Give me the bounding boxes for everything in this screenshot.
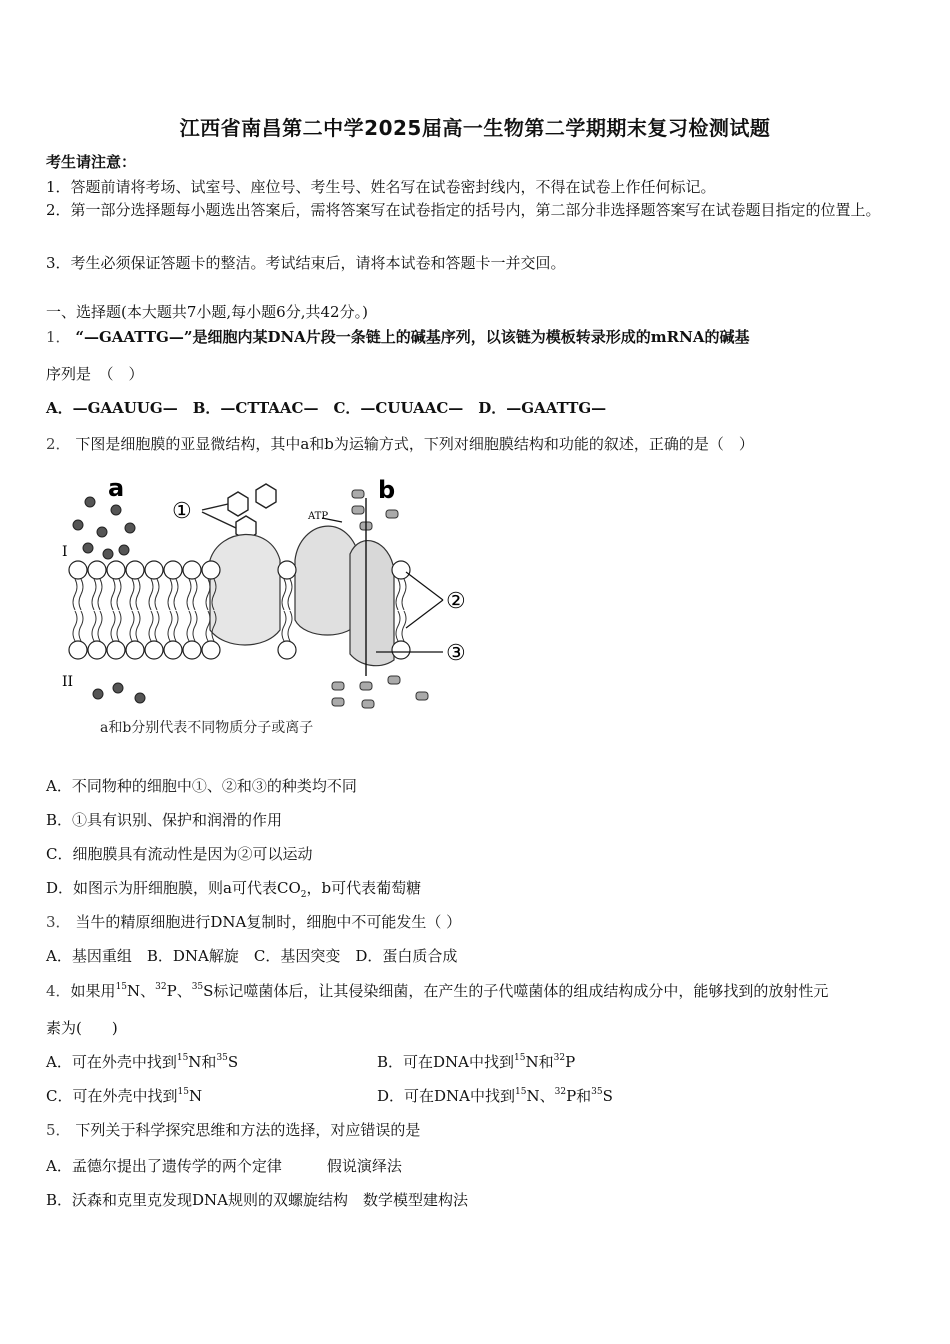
notice-item-2: 2．第一部分选择题每小题选出答案后，需将答案写在试卷指定的括号内，第二部分非选择题答案写在试卷题目指定的位置上。 [46,201,881,219]
q4-a-sup-35: 35 [216,1053,228,1063]
question-4-number: 4． [46,982,71,1000]
lipid-tail [282,611,286,641]
lipid-tail [111,579,115,610]
lipid-tail [98,579,102,610]
question-2-stem [46,434,754,454]
question-2-text: 下图是细胞膜的亚显微结构，其中a和b为运输方式，下列对细胞膜结构和功能的叙述，正确的是（ ） [75,435,754,453]
q4-c-2: N [188,1087,203,1105]
lipid-head [126,561,144,579]
lipid-head [183,641,201,659]
q4-sup-15: 15 [115,982,128,992]
exam-title: 江西省南昌第二中学2025届高一生物第二学期期末复习检测试题 [179,116,771,140]
lipid-head [278,641,296,659]
lipid-head [392,561,410,579]
lipid-tail [136,579,140,610]
lipid-tail [396,579,400,610]
question-3-text: 当牛的精原细胞进行DNA复制时，细胞中不可能发生（ ） [75,913,462,931]
lipid-tail [174,579,178,610]
label-side-2: II [62,674,74,690]
lipid-head [145,561,163,579]
lipid-tail [155,611,159,641]
lipid-head [202,641,220,659]
label-1: ① [172,499,192,524]
q4-d-sup-15: 15 [515,1087,527,1097]
q4-d-sup-32: 32 [554,1087,567,1097]
lipid-tail [288,579,292,610]
lipid-head [88,561,106,579]
q4-d-1: D．可在DNA中找到 [377,1087,516,1105]
lipid-tail [111,611,115,641]
question-5-option-a: A．孟德尔提出了遗传学的两个定律 假说演绎法 [46,1157,402,1175]
lipid-tail [174,611,178,641]
lipid-tail [130,611,134,641]
lipid-tail [73,579,77,610]
molecules-a-bottom [93,683,145,703]
figure-caption: a和b分别代表不同物质分子或离子 [100,720,314,736]
question-5-stem [46,1120,420,1140]
question-3-number: 3． [46,913,71,931]
question-2-option-c: C．细胞膜具有流动性是因为②可以运动 [46,845,313,863]
label-b: b [378,476,396,504]
lipid-head [392,641,410,659]
lipid-head [164,641,182,659]
question-2-number: 2． [46,435,71,453]
lipid-head [69,561,87,579]
question-5-option-b: B．沃森和克里克发现DNA规则的双螺旋结构 数学模型建构法 [46,1191,469,1209]
lipid-tail [193,579,197,610]
section-heading: 一、选择题(本大题共7小题,每小题6分,共42分。) [46,303,368,321]
q4-d-2: N、 [526,1087,555,1105]
lipid-tail [187,611,191,641]
q4-c-1: C．可在外壳中找到 [46,1087,178,1105]
q4-stem-2: N、 [127,982,156,1000]
lipid-tail [73,611,77,641]
question-1-options: A．—GAAUUG— B．—CTTAAC— C．—CUUAAC— D．—GAATTG— [46,399,607,417]
question-4-option-c [46,1086,202,1106]
q4-a-3: S [227,1053,239,1071]
lipid-tail [117,579,121,610]
question-4-option-d [377,1086,613,1106]
q4-a-sup-15: 15 [176,1053,189,1063]
lipid-head [126,641,144,659]
lipid-head [69,641,87,659]
molecules-b-bottom [332,676,428,708]
lipid-tail [168,611,172,641]
lipid-tail [79,579,83,610]
lipid-tail [92,579,96,610]
question-3-options: A．基因重组 B．DNA解旋 C．基因突变 D．蛋白质合成 [46,947,458,965]
notice-item-3: 3．考生必须保证答题卡的整洁。考试结束后，请将本试卷和答题卡一并交回。 [46,254,566,272]
question-4-stem [46,981,828,1001]
label-a: a [108,474,125,502]
label-atp: ATP [308,511,329,522]
question-4-stem-cont: 素为( ) [46,1019,118,1037]
q4-d-4: S [602,1087,613,1105]
lipid-head [145,641,163,659]
q2-d-subscript: 2 [300,890,307,900]
protein-left [210,534,280,645]
question-2-option-a: A．不同物种的细胞中①、②和③的种类均不同 [46,777,357,795]
question-3-stem [46,912,461,932]
lipid-tail [149,579,153,610]
lipid-tail [155,579,159,610]
question-1-number: 1． [46,328,71,346]
q4-b-3: P [565,1053,576,1071]
glycoprotein-chain [202,484,276,540]
lipid-tail [402,579,406,610]
lipid-tail [92,611,96,641]
lipid-tail [282,579,286,610]
question-1-stem-cont: 序列是 （ ） [46,365,144,383]
lipid-head [88,641,106,659]
q4-sup-35: 35 [191,982,204,992]
lipid-tail [187,579,191,610]
lipid-head [183,561,201,579]
label-2: ② [446,589,466,614]
q4-sup-32: 32 [155,982,167,992]
notice-item-1: 1．答题前请将考场、试室号、座位号、考生号、姓名写在试卷密封线内，不得在试卷上作任何标记。 [46,178,716,196]
lipid-tail [193,611,197,641]
label-3: ③ [446,641,466,666]
molecules-a-top [73,497,135,559]
q4-d-3: P和 [566,1087,592,1105]
q4-d-sup-35: 35 [591,1087,603,1097]
question-1-text: “—GAATTG—”是细胞内某DNA片段一条链上的碱基序列，以该链为模板转录形成的mRNA的碱基 [75,328,750,346]
lipid-head [202,561,220,579]
q4-stem-3: P、 [166,982,192,1000]
question-2-option-b: B．①具有识别、保护和润滑的作用 [46,811,283,829]
lipid-tail [149,611,153,641]
q4-b-sup-32: 32 [553,1053,566,1063]
q4-stem-1: 如果用 [70,982,116,1000]
lipid-head [107,641,125,659]
lipid-head [278,561,296,579]
lipid-tail [130,579,134,610]
q4-b-sup-15: 15 [514,1053,526,1063]
q2-d-text-1: D．如图示为肝细胞膜，则a可代表CO [46,879,301,897]
question-5-text: 下列关于科学探究思维和方法的选择，对应错误的是 [75,1121,421,1139]
q4-c-sup-15: 15 [177,1087,189,1097]
q4-stem-4: S标记噬菌体后，让其侵染细菌，在产生的子代噬菌体的组成结构成分中，能够找到的放射性元 [203,982,829,1000]
label-side-1: I [62,544,68,560]
lipid-tail [98,611,102,641]
cell-membrane-diagram [60,470,480,750]
lipid-tail [402,611,406,641]
notice-heading: 考生请注意： [46,153,137,171]
question-4-option-b [377,1052,575,1072]
lipid-tail [288,611,292,641]
question-2-option-d [46,878,421,898]
lipid-tail [396,611,400,641]
q4-b-2: N和 [525,1053,554,1071]
lipid-tail [168,579,172,610]
question-4-option-a [46,1052,238,1072]
lipid-head [164,561,182,579]
lipid-tail [79,611,83,641]
q4-a-2: N和 [188,1053,217,1071]
lipid-head [107,561,125,579]
lipid-tail [136,611,140,641]
question-1-stem [46,327,750,347]
q2-d-text-2: ，b可代表葡萄糖 [306,879,422,897]
q4-a-1: A．可在外壳中找到 [46,1053,177,1071]
protein-channel [350,541,394,666]
question-5-number: 5． [46,1121,71,1139]
q4-b-1: B．可在DNA中找到 [377,1053,515,1071]
lipid-tail [117,611,121,641]
